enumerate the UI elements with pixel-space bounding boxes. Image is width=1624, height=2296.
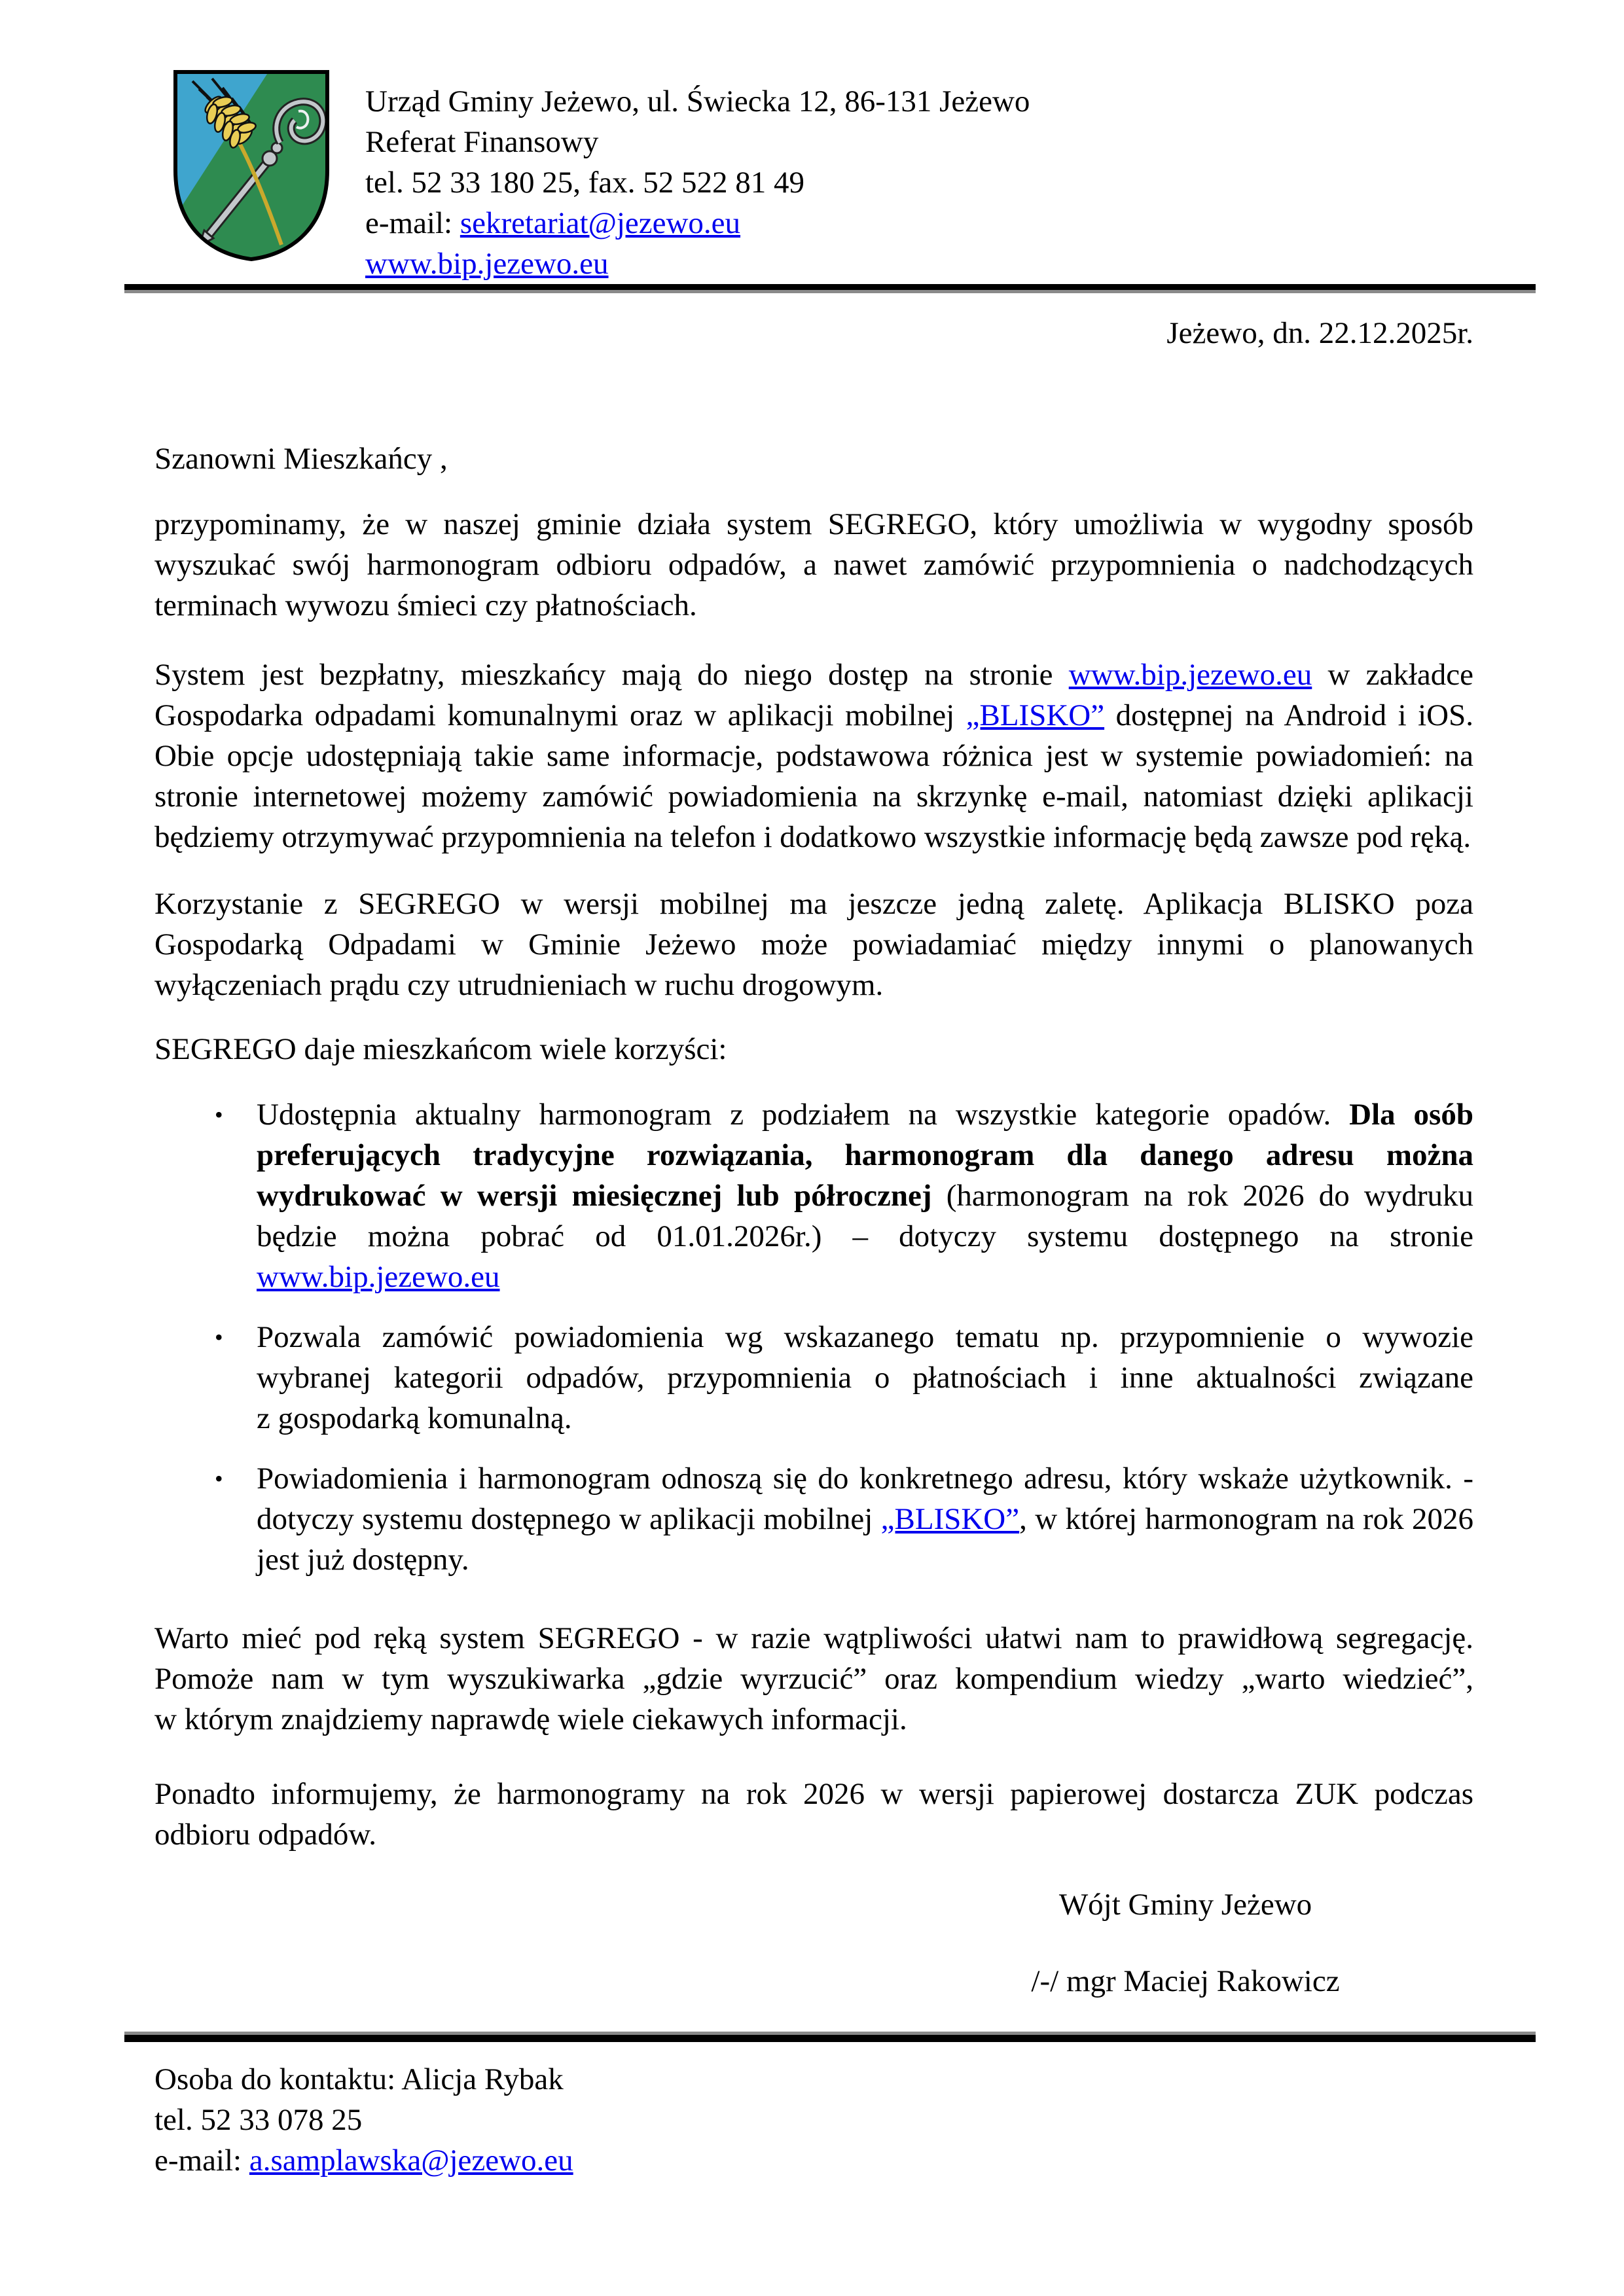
text-segment: , w której harmonogram na rok 2026 jest już dostępny. (257, 1502, 1473, 1577)
bullet-icon: • (215, 1324, 223, 1350)
paragraph-warto (154, 1618, 1473, 1740)
office-phone-fax: tel. 52 33 180 25, fax. 52 522 81 49 (365, 166, 804, 200)
text-segment: w zakładce Gospodarka odpadami komunalnymi oraz w aplikacji mobilnej (154, 658, 1473, 732)
text-segment: (harmonogram na rok 2026 do wydruku będzie można pobrać od 01.01.2026r.) – dotyczy systemu dostępnego na stronie (257, 1179, 1473, 1253)
footer-phone: tel. 52 33 078 25 (154, 2103, 363, 2137)
salutation: Szanowni Mieszkańcy , (154, 442, 448, 476)
bullet-text-address (257, 1458, 1473, 1580)
text-segment: dostępnej na Android i iOS. Obie opcje udostępniają takie same informacje, podstawowa różnica jest w systemie powiadomień: na stronie internetowej możemy zamówić powiadomienia na skrzynkę e-mail, natomiast dzięki aplikacji będziemy otrzymywać przypomnienia na telefon i dodatkowo wszystkie informację będą zawsze pod ręką. (154, 698, 1473, 854)
link[interactable]: www.bip.jezewo.eu (257, 1260, 500, 1294)
benefits-list (154, 1094, 1473, 1580)
benefits-intro: SEGREGO daje mieszkańcom wiele korzyści: (154, 1032, 727, 1066)
email-label: e-mail: (365, 206, 460, 240)
office-website-link[interactable]: www.bip.jezewo.eu (365, 247, 609, 281)
text-segment: przypominamy, że w naszej gminie działa system SEGREGO, który umożliwia w wygodny sposób wyszukać swój harmonogram odbioru odpadów, a nawet zamówić przypomnienia o nadchodzących terminach wywozu śmieci czy płatnościach. (154, 507, 1473, 622)
link[interactable]: „BLISKO” (965, 698, 1105, 732)
bullet-text-schedule (257, 1094, 1473, 1297)
bullet-icon: • (215, 1102, 223, 1128)
office-address: Urząd Gminy Jeżewo, ul. Świecka 12, 86-131 Jeżewo (365, 84, 1030, 118)
footer-divider (124, 2032, 1536, 2042)
footer-email-line (154, 2140, 1536, 2181)
date-line: Jeżewo, dn. 22.12.2025r. (1166, 316, 1473, 350)
text-segment: Warto mieć pod ręką system SEGREGO - w razie wątpliwości ułatwi nam to prawidłową segregację. Pomoże nam w tym wyszukiwarka „gdzie wyrzucić” oraz kompendium wiedzy „warto wiedzieć”, w którym znajdziemy naprawdę wiele ciekawych informacji. (154, 1621, 1473, 1736)
footer-contact: Osoba do kontaktu: Alicja Rybak (154, 2062, 564, 2096)
list-item (154, 1317, 1473, 1439)
footer (124, 2032, 1536, 2181)
letterhead (169, 0, 1473, 284)
paragraph-reminder (154, 504, 1473, 626)
signature-title: Wójt Gminy Jeżewo (1058, 1888, 1312, 1922)
list-item (154, 1458, 1473, 1580)
paragraph-ponadto (154, 1774, 1473, 1855)
coat-of-arms-jezewo (169, 65, 334, 262)
link[interactable]: www.bip.jezewo.eu (1068, 658, 1312, 692)
office-email-link[interactable]: sekretariat@jezewo.eu (460, 206, 741, 240)
header-divider (124, 284, 1536, 293)
paragraph-system-access (154, 655, 1473, 857)
bullet-text-notifications (257, 1317, 1473, 1439)
letterhead-text (365, 65, 1030, 284)
text-segment: Korzystanie z SEGREGO w wersji mobilnej ma jeszcze jedną zaletę. Aplikacja BLISKO poza Gospodarką Odpadami w Gminie Jeżewo może powiadamiać między innymi o planowanych wyłączeniach prądu czy utrudnieniach w ruchu drogowym. (154, 887, 1473, 1002)
paragraph-blisko-advantage (154, 884, 1473, 1005)
signature-block (937, 1884, 1434, 2001)
text-segment: System jest bezpłatny, mieszkańcy mają do niego dostęp na stronie (154, 658, 1069, 692)
office-email-line (365, 203, 1030, 243)
office-department: Referat Finansowy (365, 125, 599, 159)
footer-email-label: e-mail: (154, 2144, 249, 2178)
footer-email-link[interactable]: a.samplawska@jezewo.eu (249, 2144, 573, 2178)
text-segment: Pozwala zamówić powiadomienia wg wskazanego tematu np. przypomnienie o wywozie wybranej kategorii odpadów, przypomnienia o płatnościach i inne aktualności związane z gospodarką komunalną. (257, 1320, 1473, 1435)
bullet-icon: • (215, 1465, 223, 1492)
signature-name: /-/ mgr Maciej Rakowicz (1031, 1964, 1340, 1998)
text-segment: Ponadto informujemy, że harmonogramy na rok 2026 w wersji papierowej dostarcza ZUK podczas odbioru odpadów. (154, 1777, 1473, 1852)
text-segment: Udostępnia aktualny harmonogram z podziałem na wszystkie kategorie opadów. (257, 1098, 1350, 1132)
office-website-line (365, 243, 1030, 284)
list-item (154, 1094, 1473, 1297)
bold-text: Dla osób preferujących tradycyjne rozwiązania, harmonogram dla danego adresu można wydrukować w wersji miesięcznej lub półrocznej (257, 1098, 1473, 1213)
text-segment: Powiadomienia i harmonogram odnoszą się do konkretnego adresu, który wskaże użytkownik. - dotyczy systemu dostępnego w aplikacji mobilnej (257, 1462, 1473, 1536)
link[interactable]: „BLISKO” (880, 1502, 1020, 1536)
